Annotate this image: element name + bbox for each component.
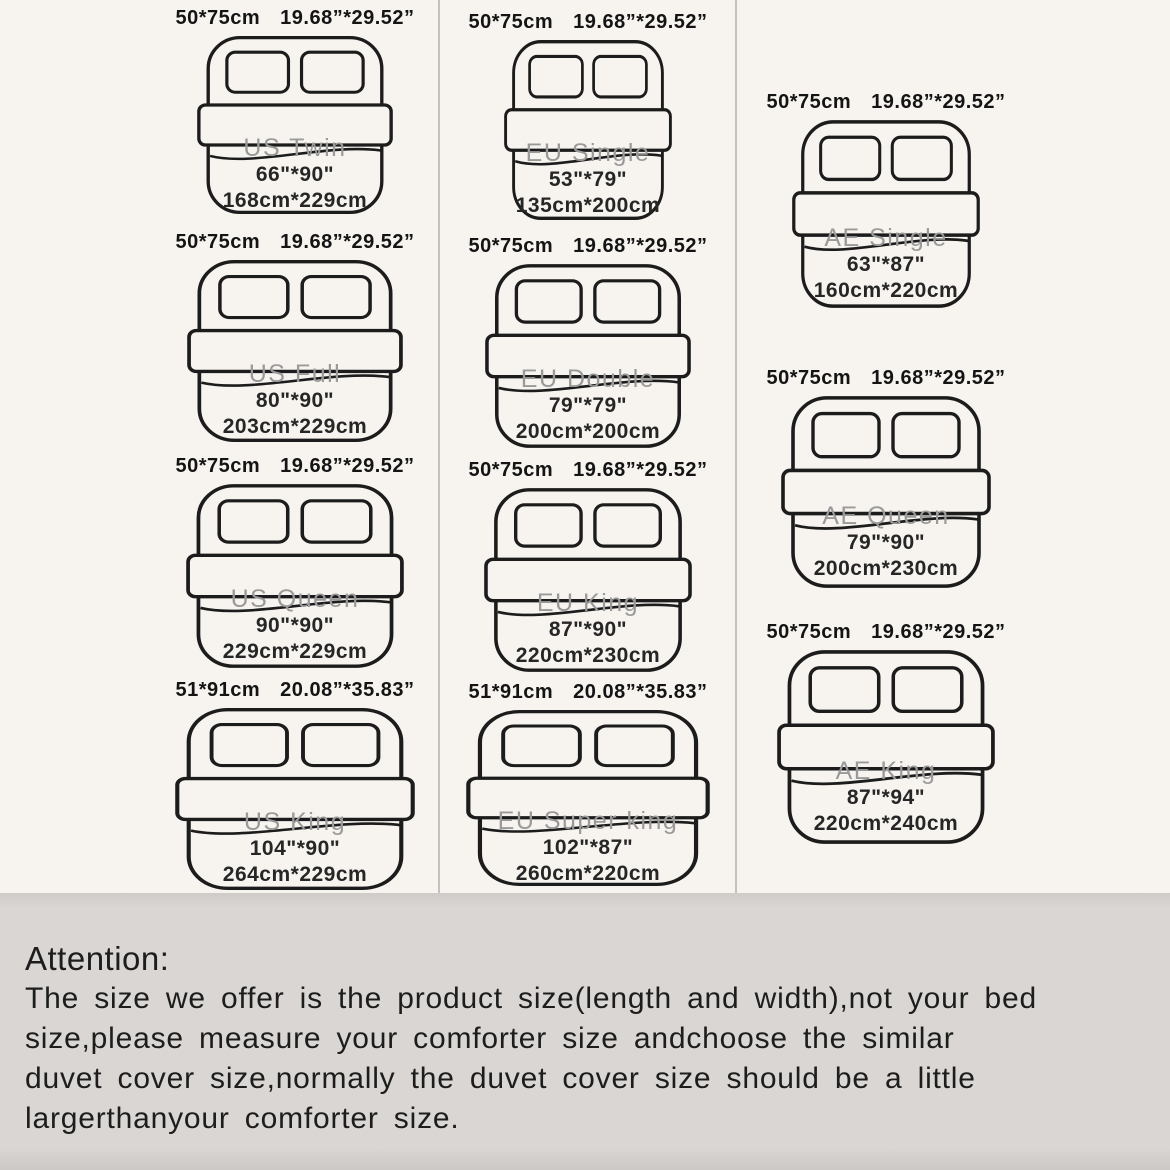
- pillow-cm: 50*75cm: [766, 91, 852, 113]
- pillow-size-label: [175, 678, 414, 702]
- attention-line: The size we offer is the product size(length and width),not your bed: [25, 982, 1038, 1015]
- bed-card-us-twin: [175, 6, 414, 216]
- bed-figure: [197, 34, 393, 216]
- bed-size-cm: 260cm*220cm: [515, 862, 661, 885]
- bed-figure: [485, 262, 691, 450]
- bed-name: EU King: [536, 589, 640, 618]
- bed-card-ae-single: [766, 90, 1005, 310]
- pillow-size-label: [766, 366, 1005, 390]
- bed-size-text: [185, 134, 405, 214]
- attention-line: largerthanyour comforter size.: [25, 1102, 460, 1135]
- bed-figure: [186, 482, 404, 670]
- bed-card-eu-single: [468, 10, 707, 222]
- bed-size-inches: 66"*90": [255, 163, 335, 187]
- bed-figure: [781, 394, 991, 590]
- bed-card-eu-king: [468, 458, 707, 674]
- bed-size-text: [765, 757, 1007, 837]
- bed-size-text: [163, 808, 427, 888]
- bed-size-inches: 87"*90": [548, 618, 628, 642]
- bed-size-inches: 102"*87": [542, 836, 634, 859]
- pillow-inches: 19.68”*29.52”: [871, 91, 1006, 113]
- bed-size-cm: 200cm*200cm: [515, 420, 661, 444]
- column-ae-sizes: [740, 0, 1032, 846]
- pillow-size-label: [175, 454, 414, 478]
- column-eu-sizes: [442, 10, 734, 888]
- pillow-cm: 50*75cm: [766, 621, 852, 643]
- pillow-cm: 50*75cm: [468, 11, 554, 33]
- pillow-inches: 19.68”*29.52”: [871, 367, 1006, 389]
- bed-figure: [466, 708, 710, 888]
- bed-name: US Twin: [243, 134, 347, 163]
- pillow-cm: 51*91cm: [468, 681, 554, 703]
- bed-name: US Queen: [230, 585, 360, 614]
- pillow-size-label: [468, 458, 707, 482]
- bed-card-ae-king: [766, 620, 1005, 846]
- bed-card-ae-queen: [766, 366, 1005, 590]
- bed-size-inches: 104"*90": [249, 837, 341, 861]
- bed-card-us-king: [175, 678, 415, 892]
- bed-name: AE King: [835, 756, 937, 785]
- pillow-inches: 20.08”*35.83”: [280, 679, 415, 701]
- bed-card-us-queen: [175, 454, 414, 670]
- bed-figure: [484, 486, 692, 674]
- bed-size-text: [175, 360, 415, 440]
- pillow-size-label: [175, 6, 414, 30]
- pillow-inches: 19.68”*29.52”: [871, 621, 1006, 643]
- bed-name: EU Single: [525, 139, 651, 168]
- bed-size-text: [769, 502, 1003, 582]
- bed-card-us-full: [175, 230, 414, 444]
- bed-size-inches: 90"*90": [255, 614, 335, 638]
- pillow-size-label: [175, 230, 414, 254]
- bed-size-cm: 203cm*229cm: [222, 415, 368, 439]
- bed-figure: [175, 706, 415, 892]
- bed-size-inches: 63"*87": [846, 252, 926, 276]
- attention-title: Attention:: [25, 940, 170, 977]
- bed-name: US Full: [248, 360, 342, 389]
- pillow-cm: 51*91cm: [175, 679, 261, 701]
- attention-panel: [0, 893, 1170, 1170]
- pillow-cm: 50*75cm: [468, 459, 554, 481]
- pillow-size-label: [468, 680, 707, 704]
- bed-size-cm: 200cm*230cm: [813, 556, 959, 580]
- pillow-inches: 19.68”*29.52”: [280, 7, 415, 29]
- pillow-inches: 19.68”*29.52”: [573, 459, 708, 481]
- bed-size-inches: 79"*79": [548, 394, 628, 418]
- bed-name: AE Single: [824, 223, 948, 252]
- pillow-size-label: [468, 234, 707, 258]
- bed-size-text: [472, 589, 704, 669]
- bed-name: EU Double: [520, 365, 656, 394]
- pillow-size-label: [766, 90, 1005, 114]
- bed-size-inches: 80"*90": [255, 389, 335, 413]
- column-divider: [735, 0, 737, 893]
- bed-figure: [777, 648, 995, 846]
- pillow-inches: 19.68”*29.52”: [573, 11, 708, 33]
- bed-size-inches: 53"*79": [548, 168, 628, 192]
- attention-line: size,please measure your comforter size andchoose the similar: [25, 1022, 955, 1055]
- pillow-cm: 50*75cm: [175, 7, 261, 29]
- column-us-sizes: [150, 6, 440, 892]
- pillow-size-label: [766, 620, 1005, 644]
- bed-size-text: [454, 807, 722, 887]
- bed-figure: [792, 118, 980, 310]
- bed-size-cm: 220cm*240cm: [813, 811, 959, 835]
- bed-size-text: [492, 139, 684, 219]
- pillow-cm: 50*75cm: [175, 455, 261, 477]
- bed-size-cm: 135cm*200cm: [515, 194, 661, 218]
- bed-size-text: [473, 365, 703, 445]
- bed-name: EU Super king: [497, 807, 679, 835]
- pillow-cm: 50*75cm: [468, 235, 554, 257]
- bed-size-cm: 160cm*220cm: [813, 278, 959, 302]
- pillow-inches: 20.08”*35.83”: [573, 681, 708, 703]
- bed-size-text: [174, 585, 416, 665]
- pillow-cm: 50*75cm: [766, 367, 852, 389]
- pillow-inches: 19.68”*29.52”: [280, 231, 415, 253]
- bed-size-text: [780, 224, 992, 304]
- bed-size-cm: 229cm*229cm: [222, 640, 368, 664]
- pillow-size-label: [468, 10, 707, 34]
- attention-line: duvet cover size,normally the duvet cover size should be a little: [25, 1062, 976, 1095]
- pillow-inches: 19.68”*29.52”: [280, 455, 415, 477]
- pillow-inches: 19.68”*29.52”: [573, 235, 708, 257]
- bed-figure: [187, 258, 403, 444]
- bed-name: AE Queen: [822, 501, 950, 530]
- bed-size-inches: 87"*94": [846, 785, 926, 809]
- bed-card-eu-super-king: [466, 680, 710, 888]
- bed-size-cm: 220cm*230cm: [515, 644, 661, 668]
- pillow-cm: 50*75cm: [175, 231, 261, 253]
- bed-card-eu-double: [468, 234, 707, 450]
- bed-size-inches: 79"*90": [846, 530, 926, 554]
- bed-figure: [504, 38, 672, 222]
- bed-size-cm: 264cm*229cm: [222, 863, 368, 887]
- bed-size-cm: 168cm*229cm: [222, 189, 368, 213]
- bed-name: US King: [243, 808, 347, 837]
